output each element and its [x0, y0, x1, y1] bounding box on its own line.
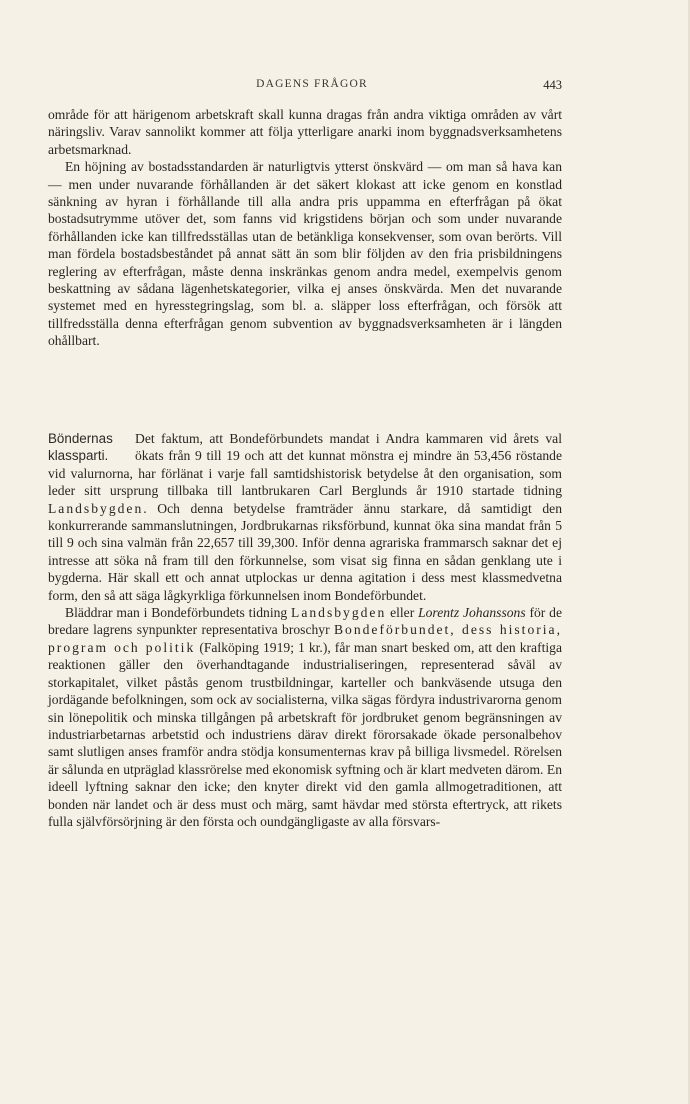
running-title: DAGENS FRÅGOR: [256, 78, 368, 90]
page-header: [62, 78, 562, 98]
text-block-continued: [48, 106, 562, 350]
paragraph: område för att härigenom arbetskraft skall kunna dragas från andra viktiga områden av vårt näringsliv. Varav sannolikt kommer att följa ytterligare anarki inom byggnadsverksamhetens arbetsmarknad.: [48, 107, 562, 157]
paragraph: Det faktum, att Bondeförbundets mandat i Andra kammaren vid årets val ökats från 9 till 19 och att det kunnat mönstra ej mindre än 53,456 röstande vid valurnorna, har förlänat i varje fall samtidshistorisk betydelse åt den organisation, som leder sitt ursprung tillbaka till lantbrukaren Carl Berglunds år 1910 startade tidning Landsbygden. Och denna betydelse framträder ännu starkare, då samtidigt den konkurrerande sammanslutningen, Jordbrukarnas riksförbund, kunnat öka sina mandat från 5 till 9 och sina valmän från 22,657 till 39,300. Inför denna agrariska frammarsch saknar det ej intresse att söka nå fram till den förkunnelse, som visat sig finna en sådan genklang ute i bygderna. Här skall ett och annat utplockas ur denna agitation i dess mest klassmedvetna form, den så att säga lågkyrkliga förkunnelsen inom Bondeförbundet.: [48, 431, 562, 603]
side-heading: Böndernas klassparti.: [48, 431, 113, 463]
paragraph: Bläddrar man i Bondeförbundets tidning Landsbygden eller Lorentz Johanssons för de bredare lagrens synpunkter representativa broschyr Bondeförbundet, dess historia, program och politik (Falköping 1919; 1 kr.), får man snart besked om, att den kraftiga reaktionen gäller den överhandtagande industrialiseringen, representerad såväl av storkapitalet, vilket påstås genom trustbildningar, karteller och bankväsende utsuga den jordägande befolkningen, som ock av socialisterna, vilka sägas fördyra industrivarorna genom sin lönepolitik och minska tillgången på arbetskraft för jordbruket genom begränsningen av industriarbetarnas arbetstid och industriens därav direkt förorsakade ökade personalbehov samt slutligen anses framför andra stödja konsumenternas krav på billiga livsmedel. Rörelsen är sålunda en utpräglad klassrörelse med ekonomisk syftning och är klart medveten därom. En ideell lyftning saknar den icke; den knyter direkt vid den gamla allmogetraditionen, att bonden när landet och är dess must och märg, samt hävdar med största eftertryck, att rikets fulla självförsörjning är den första och oundgängligaste av alla försvars-: [48, 605, 562, 829]
page-number: 443: [543, 78, 562, 92]
text-block-section: [48, 430, 562, 830]
paragraph: En höjning av bostadsstandarden är naturligtvis ytterst önskvärd — om man så hava kan — men under nuvarande förhållanden är det säkert klokast att icke genom en konstlad sänkning av hyran i förhållande till alla andra pris uppamma en efterfrågan på ökat bostadsutrymme utöver det, som fanns vid krigstidens början och som under nuvarande förhållanden icke kan tillfredsställas utan de betänkliga konsekvenser, som ovan berörts. Vill man fördela bostadsbeståndet på annat sätt än som blir följden av den fria prisbildningens reglering av efterfrågan, måste denna inskränkas genom andra medel, exempelvis genom beskattning av sådana lägenhetskategorier, vilka ej anses önskvärda. Men det nuvarande systemet med en hyresstegringslag, som bl. a. släpper loss efterfrågan, och försök att tillfredsställa denna efterfrågan genom subvention av byggnadsverksamheten är i längden ohållbart.: [48, 159, 562, 349]
side-heading-gap: [48, 430, 135, 462]
